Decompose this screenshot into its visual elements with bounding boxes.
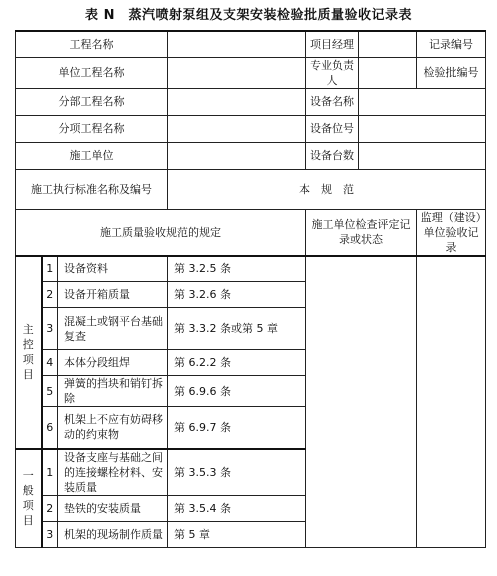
equipment-count-value[interactable] (359, 142, 486, 169)
supervisor-record[interactable] (417, 256, 486, 548)
item-text: 设备资料 (58, 256, 168, 282)
unit-project-label: 单位工程名称 (16, 57, 168, 88)
item-text: 设备支座与基础之间的连接螺栓材料、安装质量 (58, 449, 168, 496)
item-no: 6 (42, 407, 58, 449)
supervisor-column-header: 监理（建设）单位验收记录 (417, 209, 486, 256)
project-name-value[interactable] (168, 31, 306, 57)
spec-column-header: 施工质量验收规范的规定 (16, 209, 306, 256)
project-manager-label: 项目经理 (306, 31, 359, 57)
item-no: 3 (42, 308, 58, 350)
record-table (15, 30, 486, 548)
professional-lead-value[interactable] (359, 57, 417, 88)
item-text: 机架上不应有妨碍移动的约束物 (58, 407, 168, 449)
item-text: 设备开箱质量 (58, 282, 168, 308)
division-project-label: 分部工程名称 (16, 88, 168, 115)
main-control-label: 主控项目 (16, 256, 42, 449)
item-ref: 第 6.2.2 条 (168, 350, 306, 376)
item-ref: 第 3.2.6 条 (168, 282, 306, 308)
item-text: 混凝土或钢平台基础复查 (58, 308, 168, 350)
professional-lead-label: 专业负责人 (306, 57, 359, 88)
item-ref: 第 3.3.2 条或第 5 章 (168, 308, 306, 350)
unit-check-column-header: 施工单位检查评定记录或状态 (306, 209, 417, 256)
item-text: 机架的现场制作质量 (58, 521, 168, 547)
item-no: 3 (42, 521, 58, 547)
equipment-position-label: 设备位号 (306, 115, 359, 142)
item-ref: 第 3.5.4 条 (168, 495, 306, 521)
item-ref: 第 5 章 (168, 521, 306, 547)
standard-value: 本 规 范 (168, 169, 486, 209)
item-no: 2 (42, 495, 58, 521)
item-text: 弹簧的挡块和销钉拆除 (58, 376, 168, 407)
project-name-label: 工程名称 (16, 31, 168, 57)
unit-project-value[interactable] (168, 57, 306, 88)
item-no: 1 (42, 256, 58, 282)
item-text: 垫铁的安装质量 (58, 495, 168, 521)
item-no: 5 (42, 376, 58, 407)
item-text: 本体分段组焊 (58, 350, 168, 376)
construction-unit-label: 施工单位 (16, 142, 168, 169)
item-no: 4 (42, 350, 58, 376)
equipment-name-value[interactable] (359, 88, 486, 115)
item-ref: 第 6.9.6 条 (168, 376, 306, 407)
division-project-value[interactable] (168, 88, 306, 115)
equipment-position-value[interactable] (359, 115, 486, 142)
item-no: 1 (42, 449, 58, 496)
subitem-project-value[interactable] (168, 115, 306, 142)
subitem-project-label: 分项工程名称 (16, 115, 168, 142)
unit-check-record[interactable] (306, 256, 417, 548)
record-no-label: 记录编号 (417, 31, 486, 57)
item-ref: 第 3.5.3 条 (168, 449, 306, 496)
item-ref: 第 6.9.7 条 (168, 407, 306, 449)
item-no: 2 (42, 282, 58, 308)
equipment-name-label: 设备名称 (306, 88, 359, 115)
form-title: 表 N 蒸汽喷射泵组及支架安装检验批质量验收记录表 (85, 8, 412, 23)
construction-unit-value[interactable] (168, 142, 306, 169)
batch-no-label: 检验批编号 (417, 57, 486, 88)
general-label: 一般项目 (16, 449, 42, 548)
item-ref: 第 3.2.5 条 (168, 256, 306, 282)
equipment-count-label: 设备台数 (306, 142, 359, 169)
standard-label: 施工执行标准名称及编号 (16, 169, 168, 209)
project-manager-value[interactable] (359, 31, 417, 57)
